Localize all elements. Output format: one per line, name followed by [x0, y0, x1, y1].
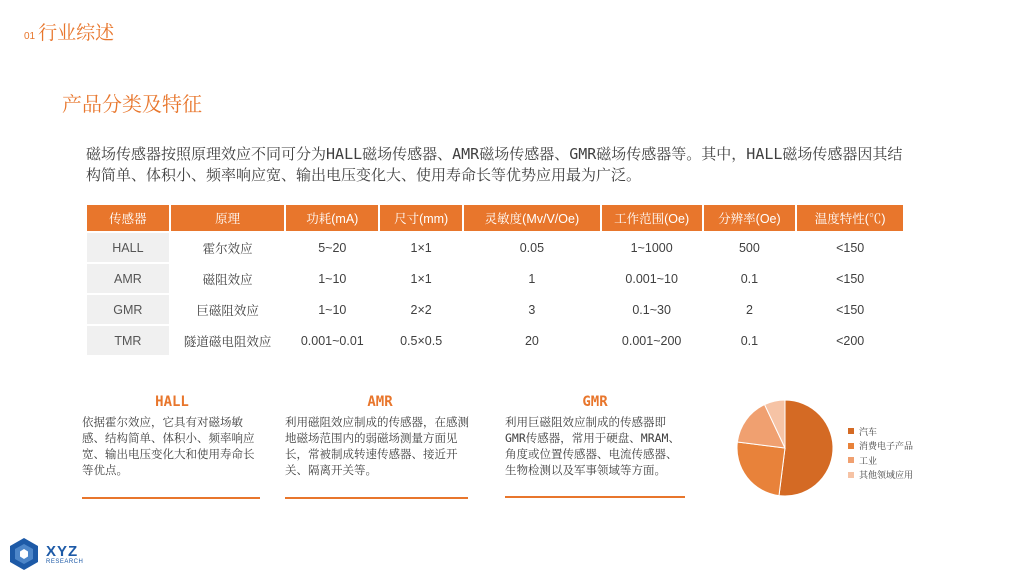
feature-card-amr [285, 394, 475, 478]
legend-label: 工业 [859, 456, 878, 467]
table-cell: TMR [87, 326, 169, 355]
legend-label: 其他领域应用 [859, 471, 914, 482]
pie-slice-2 [737, 442, 785, 496]
table-cell: AMR [87, 264, 169, 293]
table-cell: 0.5×0.5 [400, 333, 443, 348]
table-cell: 1~10 [318, 271, 347, 286]
pie-slice-1 [779, 400, 833, 496]
table-cell: <150 [836, 302, 865, 317]
table-header-cell: 原理 [171, 205, 285, 231]
feature-card-hall [82, 394, 262, 478]
table-row [87, 264, 903, 293]
table-header-cell: 灵敏度(Mv/V/Oe) [464, 205, 600, 231]
table-header-cell: 传感器 [87, 205, 169, 231]
application-pie-chart [735, 398, 835, 498]
logo-sub-text: RESEARCH [46, 558, 84, 565]
table-cell: <150 [836, 271, 865, 286]
legend-swatch [848, 457, 854, 463]
section-header [24, 18, 114, 45]
divider [82, 497, 260, 499]
legend-swatch [848, 428, 854, 434]
table-header-cell: 功耗(mA) [286, 205, 378, 231]
table-header-cell: 工作范围(Oe) [602, 205, 702, 231]
pie-chart-svg [735, 398, 835, 498]
table-header-cell: 尺寸(mm) [380, 205, 462, 231]
section-number: 01 [24, 31, 36, 42]
table-cell: 0.1 [740, 271, 759, 286]
table-cell: <150 [836, 240, 865, 255]
divider [285, 497, 468, 499]
table-header-row [87, 205, 903, 231]
table-cell: 0.001~200 [621, 333, 682, 348]
table-cell: HALL [87, 233, 169, 262]
table-cell: 1~10 [318, 302, 347, 317]
table-cell: 1 [528, 271, 536, 286]
table-cell: 500 [738, 240, 760, 255]
table-cell: 1×1 [410, 240, 432, 255]
slide-subtitle: 产品分类及特征 [62, 92, 202, 116]
legend-item [848, 468, 913, 483]
table-cell: 0.05 [519, 240, 545, 255]
table-cell: <200 [836, 333, 865, 348]
sensor-comparison-table [85, 203, 905, 357]
table-cell: 1×1 [410, 271, 432, 286]
pie-legend [848, 424, 913, 482]
table-cell: 20 [524, 333, 539, 348]
table-cell: 磁阻效应 [202, 272, 253, 287]
legend-swatch [848, 443, 854, 449]
legend-label: 汽车 [859, 427, 878, 438]
feature-title: AMR [367, 394, 393, 410]
intro-paragraph: 磁场传感器按照原理效应不同可分为HALL磁场传感器、AMR磁场传感器、GMR磁场传感器等。其中，HALL磁场传感器因其结构简单、体积小、频率响应宽、输出电压变化大、使用寿命长等优势应用最为广泛。 [86, 145, 903, 184]
table-cell: 巨磁阻效应 [196, 303, 259, 318]
table-cell: 3 [528, 302, 536, 317]
table-cell: 5~20 [318, 240, 347, 255]
table-row [87, 233, 903, 262]
table-row [87, 295, 903, 324]
feature-card-gmr [505, 394, 685, 478]
feature-description: 利用巨磁阻效应制成的传感器即GMR传感器，常用于硬盘、MRAM、角度或位置传感器、电流传感器、生物检测以及军事领域等方面。 [505, 415, 680, 477]
feature-title: GMR [582, 394, 608, 410]
divider [505, 496, 685, 498]
legend-item [848, 453, 913, 468]
legend-item [848, 424, 913, 439]
table-cell: 1~1000 [630, 240, 673, 255]
table-header-cell: 分辨率(Oe) [704, 205, 796, 231]
legend-item [848, 439, 913, 454]
table-header-cell: 温度特性(℃) [797, 205, 903, 231]
table-cell: 2 [745, 302, 753, 317]
table-cell: 0.001~0.01 [300, 333, 364, 348]
table-cell: 0.1 [740, 333, 759, 348]
table-cell: 0.001~10 [625, 271, 678, 286]
table-cell: 隧道磁电阻效应 [183, 334, 272, 349]
feature-title: HALL [155, 394, 189, 410]
legend-label: 消费电子产品 [859, 442, 914, 453]
table-cell: 霍尔效应 [202, 241, 253, 256]
feature-description: 依据霍尔效应，它具有对磁场敏感、结构简单、体积小、频率响应宽、输出电压变化大和使用寿命长等优点。 [82, 415, 255, 477]
table-cell: GMR [87, 295, 169, 324]
section-title: 行业综述 [38, 22, 115, 44]
company-logo [6, 536, 83, 572]
logo-mark-icon [6, 536, 42, 572]
table-cell: 0.1~30 [632, 302, 671, 317]
logo-brand-text: XYZ [46, 542, 79, 560]
legend-swatch [848, 472, 854, 478]
table-row [87, 326, 903, 355]
table-cell: 2×2 [410, 302, 432, 317]
feature-description: 利用磁阻效应制成的传感器，在感测地磁场范围内的弱磁场测量方面见长，常被制成转速传感器、接近开关、隔离开关等。 [285, 415, 469, 477]
